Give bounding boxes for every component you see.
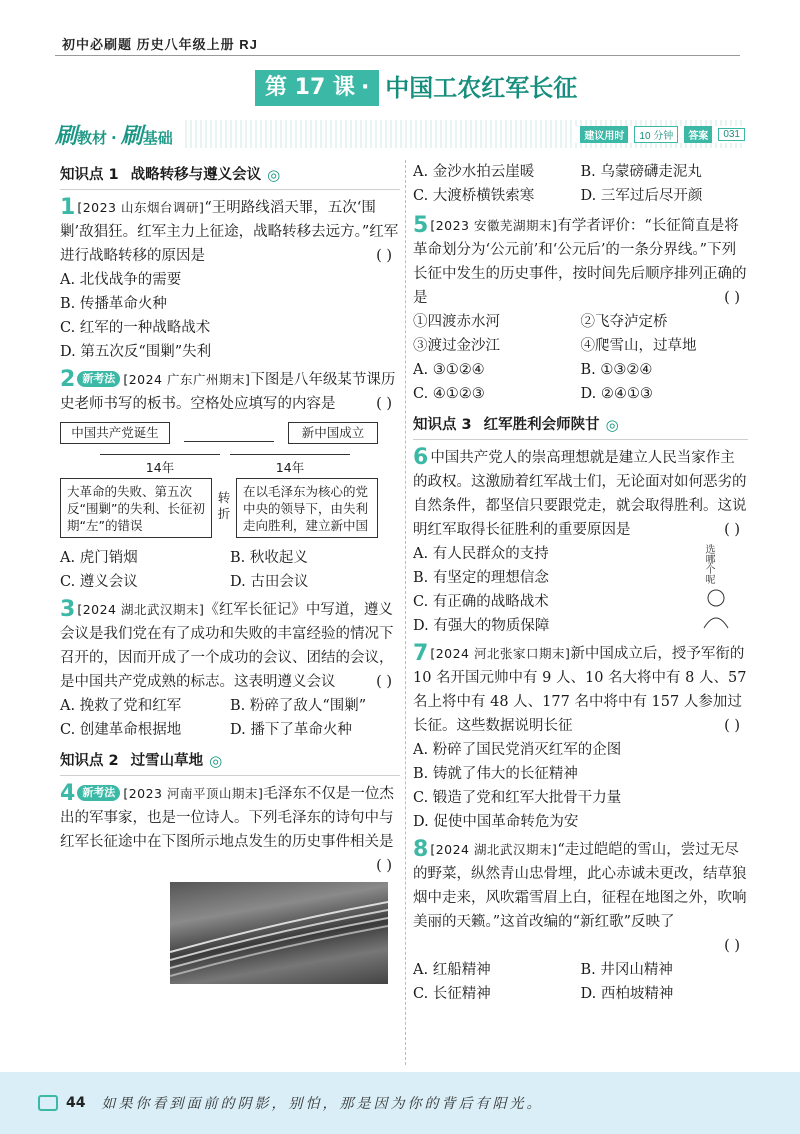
q2-option-a[interactable]: A. 虎门销烟: [60, 550, 138, 566]
band-sep: ·: [111, 128, 117, 147]
q7-source: [2024 河北张家口期末]: [430, 646, 571, 661]
question-4: [60, 782, 400, 984]
q1-number: 1: [60, 195, 76, 220]
q1-option-c[interactable]: C. 红军的一种战略战术: [60, 320, 211, 336]
q8-text: “走过皑皑的雪山，尝过无尽的野菜，纵然青山忠骨埋，此心赤诚未更改，结草狼烟中走来，风吹霜雪眉上白，征程在地图之外，吹响美丽的天籁。”这首改编的“新红歌”反映了: [413, 842, 747, 930]
time-label: 建议用时: [580, 126, 628, 143]
question-3: [60, 598, 400, 742]
lesson-number-text: 第 17 课: [265, 75, 355, 100]
book-icon: [38, 1095, 58, 1111]
target-icon: ◎: [605, 415, 619, 434]
section-band: [55, 120, 745, 148]
lesson-title: [255, 70, 577, 106]
q5-source: [2023 安徽芜湖期末]: [430, 218, 558, 233]
q2-option-d[interactable]: D. 古田会议: [230, 574, 309, 590]
page-footer: [0, 1072, 800, 1134]
board-gap-2: 14年: [275, 460, 305, 475]
q6-option-c[interactable]: C. 有正确的战略战术: [413, 594, 549, 610]
q4-new-tag: 新考法: [77, 785, 120, 801]
board-turn: 转折: [217, 490, 231, 521]
header-divider: [55, 55, 740, 56]
question-2: [60, 368, 400, 594]
q2-new-tag: 新考法: [77, 371, 120, 387]
band-small-2: 基础: [142, 128, 173, 147]
q1-answer-blank[interactable]: ( ): [376, 248, 392, 264]
q1-text: “王明路线滔天罪，五次‘围剿’敌猖狂。红军主力上征途，战略转移去远方。”红军进行战略转移的原因是: [60, 200, 399, 264]
q7-option-c[interactable]: C. 锻造了党和红军大批骨干力量: [413, 790, 622, 806]
q3-source: [2024 湖北武汉期末]: [77, 602, 205, 617]
q6-answer-blank[interactable]: ( ): [724, 522, 740, 538]
q5-text: 有学者评价：“长征简直是将革命划分为‘公元前’和‘公元后’的一条分界线。”下列长征中发生的历史事件，按时间先后顺序排列正确的是: [413, 218, 747, 306]
q2-option-b[interactable]: B. 秋收起义: [230, 550, 308, 566]
kp1-number: 知识点 1: [60, 166, 119, 183]
knowledge-point-3: [413, 410, 748, 440]
board-note-right: 在以毛泽东为核心的党中央的领导下，由失利走向胜利，建立新中国: [236, 478, 378, 538]
q7-text: 新中国成立后，授予军衔的 10 名开国元帅中有 9 人、10 名大将中有 8 人、57 名上将中有 48 人、177 名中将中有 157 人参加过长征。这些数据说明长征: [413, 646, 747, 734]
board-note-left: 大革命的失败、第五次反“围剿”的失利、长征初期“左”的错误: [60, 478, 212, 538]
board-box-left: 中国共产党诞生: [60, 422, 170, 444]
q8-option-c[interactable]: C. 长征精神: [413, 986, 491, 1002]
q5-option-b[interactable]: B. ①③②④: [580, 362, 653, 378]
q6-option-b[interactable]: B. 有坚定的理想信念: [413, 570, 549, 586]
band-small-1: 教材: [77, 128, 108, 147]
q6-text: 中国共产党人的崇高理想就是建立人民当家作主的政权。这激励着红军战士们，无论面对如何恶劣的自然条件，都坚信只要跟党走，就会取得胜利。这说明红军取得长征胜利的重要原因是: [413, 450, 747, 538]
q6-number: 6: [413, 445, 429, 470]
q2-number: 2: [60, 367, 76, 392]
q7-option-d[interactable]: D. 促使中国革命转危为安: [413, 814, 579, 830]
q7-answer-blank[interactable]: ( ): [724, 718, 740, 734]
q3-option-d[interactable]: D. 播下了革命火种: [230, 722, 352, 738]
q8-number: 8: [413, 837, 429, 862]
band-big-2: 刷: [120, 123, 143, 149]
q1-option-b[interactable]: B. 传播革命火种: [60, 296, 167, 312]
bridge-chains-illustration: [170, 882, 388, 984]
q5-option-a[interactable]: A. ③①②④: [413, 362, 485, 378]
board-gap-1: 14年: [145, 460, 175, 475]
answer-label: 答案: [684, 126, 712, 143]
q5-item-2: ②飞夺泸定桥: [580, 314, 668, 330]
q2-option-c[interactable]: C. 遵义会议: [60, 574, 138, 590]
q3-text: 《红军长征记》中写道，遵义会议是我们党在有了成功和失败的丰富经验的情况下召开的，因而开成了一个成功的会议、团结的会议，是中国共产党成熟的标志。这表明遵义会议: [60, 602, 394, 690]
q3-option-a[interactable]: A. 挽救了党和红军: [60, 698, 182, 714]
page-number: 44: [66, 1095, 86, 1111]
q4-source: [2023 河南平顶山期末]: [123, 786, 264, 801]
q4-options: [413, 160, 748, 208]
q5-number: 5: [413, 213, 429, 238]
q3-number: 3: [60, 597, 76, 622]
target-icon: ◎: [209, 751, 223, 770]
q5-option-c[interactable]: C. ④①②③: [413, 386, 485, 402]
q8-answer-blank[interactable]: ( ): [724, 938, 740, 954]
q4-option-b[interactable]: B. 乌蒙磅礴走泥丸: [580, 164, 702, 180]
bridge-photo: [170, 882, 388, 984]
q7-option-a[interactable]: A. 粉碎了国民党消灭红军的企图: [413, 742, 622, 758]
q8-option-b[interactable]: B. 井冈山精神: [580, 962, 673, 978]
question-1: [60, 196, 400, 364]
lesson-dot: ·: [360, 75, 370, 100]
q4-option-d[interactable]: D. 三军过后尽开颜: [580, 188, 703, 204]
kp2-number: 知识点 2: [60, 752, 119, 769]
knowledge-point-1: [60, 160, 400, 190]
lesson-name: 中国工农红军长征: [385, 74, 578, 102]
band-big-1: 刷: [55, 123, 78, 149]
kp3-title: 红军胜利会师陕甘: [483, 416, 600, 433]
footer-quote: 如果你看到面前的阴影，别怕，那是因为你的背后有阳光。: [101, 1096, 544, 1112]
kp2-title: 过雪山草地: [130, 752, 204, 769]
q4-answer-blank[interactable]: ( ): [376, 858, 392, 874]
knowledge-point-2: [60, 746, 400, 776]
right-column: [413, 160, 748, 1010]
board-span-2: [230, 454, 350, 455]
q5-answer-blank[interactable]: ( ): [724, 290, 740, 306]
left-column: [60, 160, 400, 988]
blackboard-diagram: [60, 420, 378, 540]
thinking-student-illustration: [696, 542, 736, 640]
q4-option-a[interactable]: A. 金沙水拍云崖暖: [413, 164, 535, 180]
band-meta: [574, 126, 745, 143]
q6-option-d[interactable]: D. 有强大的物质保障: [413, 618, 550, 634]
kp1-title: 战略转移与遵义会议: [130, 166, 262, 183]
board-box-right: 新中国成立: [288, 422, 378, 444]
q7-option-b[interactable]: B. 铸就了伟大的长征精神: [413, 766, 578, 782]
header-brand: 初中必刷题 历史八年级上册 RJ: [62, 37, 258, 52]
kp3-number: 知识点 3: [413, 416, 472, 433]
q3-option-b[interactable]: B. 粉碎了敌人“围剿”: [230, 698, 367, 714]
question-5: [413, 214, 748, 406]
column-divider: [405, 160, 406, 1065]
question-7: [413, 642, 748, 834]
q3-answer-blank[interactable]: ( ): [376, 674, 392, 690]
q5-item-3: ③渡过金沙江: [413, 338, 500, 354]
question-6: [413, 446, 748, 638]
q5-item-1: ①四渡赤水河: [413, 314, 500, 330]
q1-option-a[interactable]: A. 北伐战争的需要: [60, 272, 182, 288]
q8-option-d[interactable]: D. 西柏坡精神: [580, 986, 674, 1002]
q4-number: 4: [60, 781, 76, 806]
q7-number: 7: [413, 641, 429, 666]
q6-option-a[interactable]: A. 有人民群众的支持: [413, 546, 549, 562]
q2-text: 下图是八年级某节课历史老师书写的板书。空格处应填写的内容是: [60, 372, 396, 412]
question-8: [413, 838, 748, 1006]
q2-source: [2024 广东广州期末]: [123, 372, 251, 387]
student-icon: [696, 586, 736, 630]
lesson-number: [255, 70, 379, 106]
q5-item-4: ④爬雪山，过草地: [580, 338, 697, 354]
q8-option-a[interactable]: A. 红船精神: [413, 962, 491, 978]
q4-text: 毛泽东不仅是一位杰出的军事家，也是一位诗人。下列毛泽东的诗句中与红军长征途中在下图所示地点发生的历史事件相关是: [60, 786, 394, 850]
q1-source: [2023 山东烟台调研]: [77, 200, 205, 215]
cartoon-caption: 选哪个呢: [703, 544, 714, 584]
board-blank[interactable]: [184, 422, 274, 442]
answer-value: 031: [718, 128, 745, 141]
q5-option-d[interactable]: D. ②④①③: [580, 386, 653, 402]
q1-option-d[interactable]: D. 第五次反“围剿”失利: [60, 344, 212, 360]
target-icon: ◎: [267, 165, 281, 184]
band-title: [55, 119, 185, 150]
board-span-1: [100, 454, 220, 455]
q4-option-c[interactable]: C. 大渡桥横铁索寒: [413, 188, 535, 204]
time-value: 10 分钟: [634, 126, 678, 143]
q2-answer-blank[interactable]: ( ): [376, 396, 392, 412]
q3-option-c[interactable]: C. 创建革命根据地: [60, 722, 182, 738]
q8-source: [2024 湖北武汉期末]: [430, 842, 558, 857]
